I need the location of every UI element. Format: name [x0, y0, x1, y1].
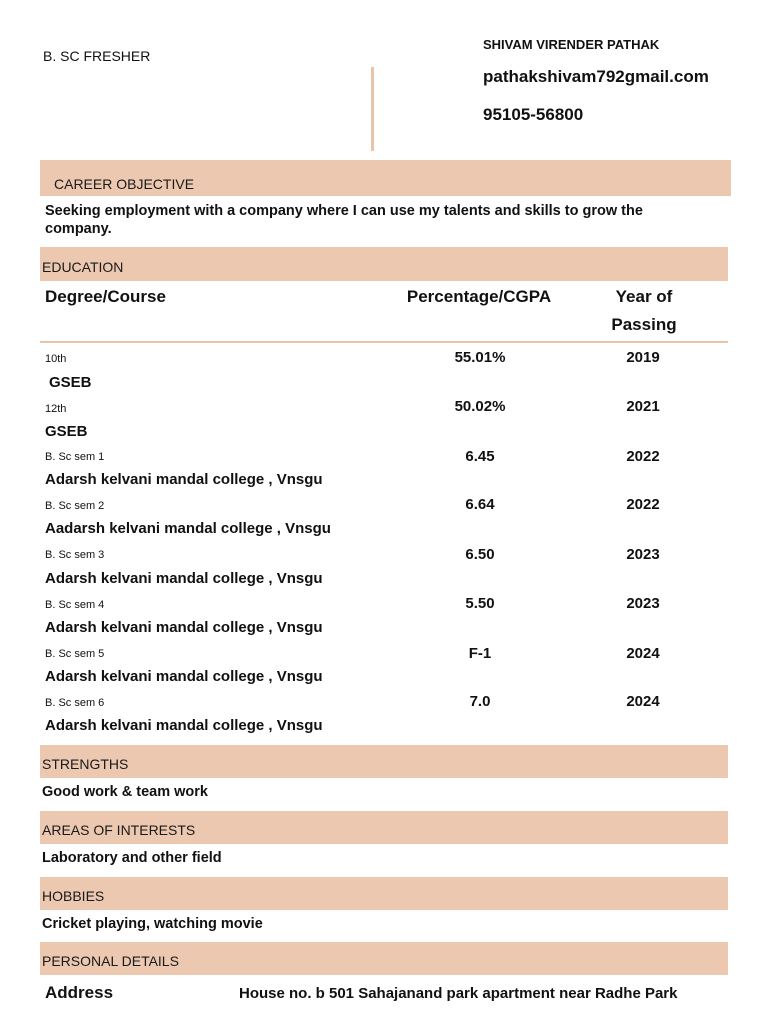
year-cell: 2021 — [626, 398, 660, 415]
address-value: House no. b 501 Sahajanand park apartment near Radhe Park — [239, 985, 678, 1002]
course-cell: B. Sc sem 2 — [45, 500, 105, 512]
score-cell: F-1 — [468, 645, 492, 662]
hobbies-text: Cricket playing, watching movie — [42, 916, 263, 932]
score-cell: 5.50 — [465, 595, 495, 612]
year-cell: 2022 — [626, 496, 660, 513]
education-heading: EDUCATION — [42, 259, 124, 275]
year-cell: 2019 — [626, 349, 660, 366]
score-cell: 7.0 — [469, 693, 491, 710]
hobbies-band — [40, 877, 728, 910]
table-header-rule — [40, 341, 728, 343]
column-header-year-line2: Passing — [611, 315, 677, 334]
course-cell: B. Sc sem 4 — [45, 599, 105, 611]
education-band — [40, 247, 728, 281]
score-cell: 6.45 — [465, 448, 495, 465]
strengths-heading: STRENGTHS — [42, 756, 129, 772]
course-cell: 12th — [45, 403, 67, 415]
course-cell: B. Sc sem 3 — [45, 549, 105, 561]
career-objective-heading: CAREER OBJECTIVE — [54, 176, 195, 192]
header-divider — [371, 67, 374, 151]
table-row — [0, 595, 768, 641]
year-cell: 2024 — [626, 693, 660, 710]
year-cell: 2023 — [626, 595, 660, 612]
score-cell: 55.01% — [454, 349, 506, 366]
score-cell: 50.02% — [454, 398, 506, 415]
score-cell: 6.50 — [465, 546, 495, 563]
strengths-band — [40, 745, 728, 778]
career-objective-text: Seeking employment with a company where I can use my talents and skills to grow the company. — [45, 203, 643, 237]
address-label: Address — [45, 983, 114, 1002]
course-cell: 10th — [45, 353, 67, 365]
year-cell: 2022 — [626, 448, 660, 465]
table-row — [0, 448, 768, 494]
institution-cell: Adarsh kelvani mandal college , Vnsgu — [45, 619, 323, 636]
institution-cell: Aadarsh kelvani mandal college , Vnsgu — [45, 520, 331, 537]
interests-text: Laboratory and other field — [42, 850, 222, 866]
strengths-text: Good work & team work — [42, 784, 208, 800]
table-row — [0, 349, 768, 395]
institution-cell: Adarsh kelvani mandal college , Vnsgu — [45, 668, 323, 685]
table-row — [0, 398, 768, 444]
course-cell: B. Sc sem 6 — [45, 697, 105, 709]
table-row — [0, 645, 768, 691]
column-header-year-line1: Year of — [615, 287, 673, 306]
interests-heading: AREAS OF INTERESTS — [42, 822, 196, 838]
institution-cell: Adarsh kelvani mandal college , Vnsgu — [45, 717, 323, 734]
institution-cell: GSEB — [49, 374, 92, 391]
course-cell: B. Sc sem 5 — [45, 648, 105, 660]
course-cell: B. Sc sem 1 — [45, 451, 105, 463]
email: pathakshivam792gmail.com — [483, 67, 709, 86]
table-row — [0, 546, 768, 592]
phone: 95105-56800 — [483, 105, 584, 124]
institution-cell: Adarsh kelvani mandal college , Vnsgu — [45, 471, 323, 488]
column-header-percentage: Percentage/CGPA — [406, 287, 552, 306]
score-cell: 6.64 — [465, 496, 495, 513]
institution-cell: Adarsh kelvani mandal college , Vnsgu — [45, 570, 323, 587]
year-cell: 2024 — [626, 645, 660, 662]
subtitle: B. SC FRESHER — [43, 48, 151, 64]
year-cell: 2023 — [626, 546, 660, 563]
personal-details-heading: PERSONAL DETAILS — [42, 953, 179, 969]
institution-cell: GSEB — [45, 423, 88, 440]
column-header-degree: Degree/Course — [45, 287, 166, 306]
table-row — [0, 496, 768, 542]
hobbies-heading: HOBBIES — [42, 888, 105, 904]
table-row — [0, 693, 768, 739]
candidate-name: SHIVAM VIRENDER PATHAK — [483, 37, 660, 52]
